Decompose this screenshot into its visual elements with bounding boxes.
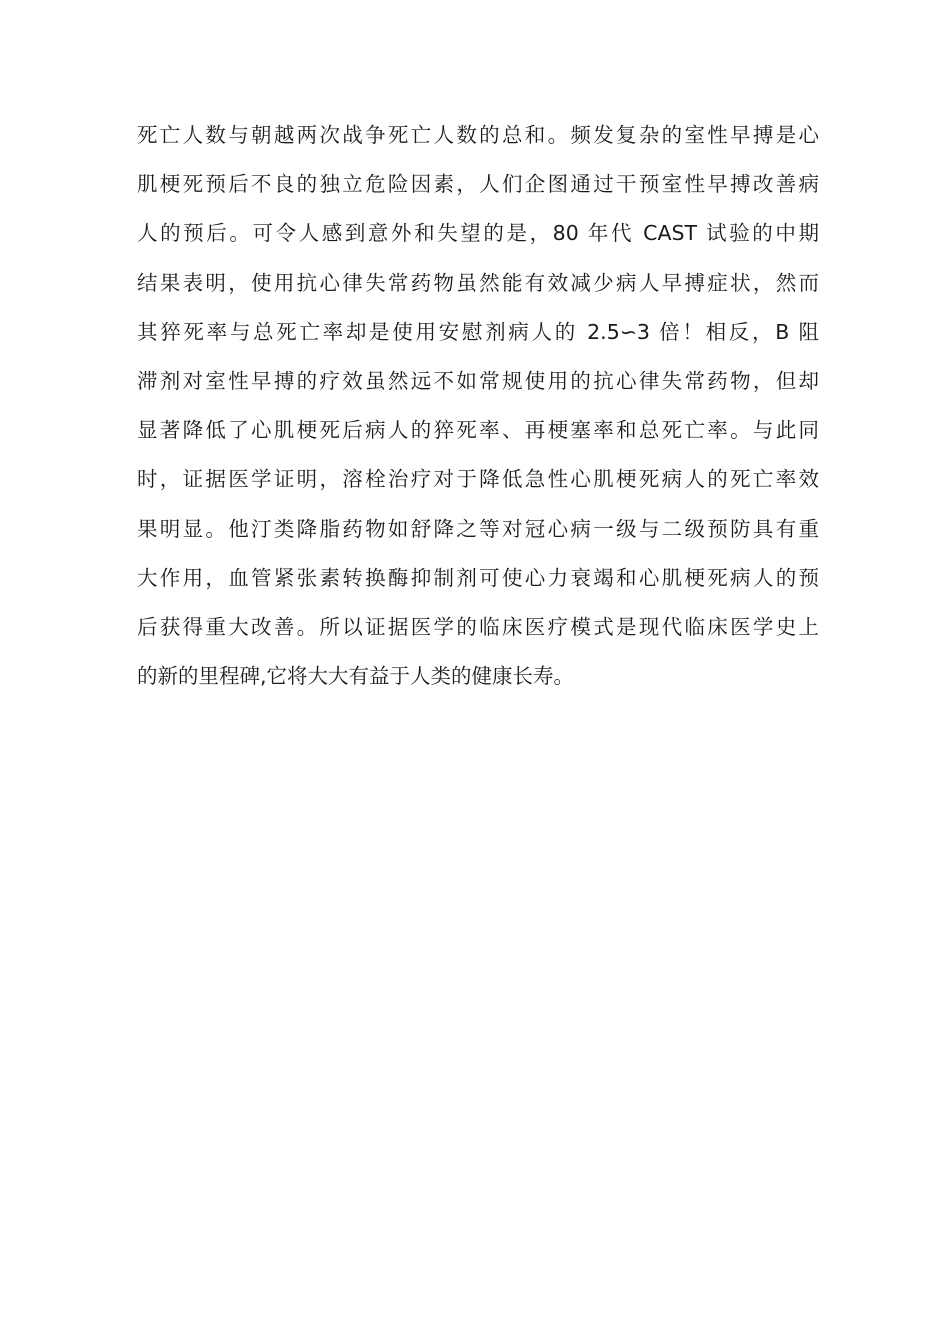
paragraph-line-12: 的新的里程碑,它将大大有益于人类的健康长寿。 (137, 664, 575, 689)
paragraph-line-2: 肌梗死预后不良的独立危险因素，人们企图通过干预室性早搏改善病 (137, 172, 819, 197)
paragraph-line-10: 大作用，血管紧张素转换酶抑制剂可使心力衰竭和心肌梗死病人的预 (137, 565, 819, 590)
paragraph-line-4: 结果表明，使用抗心律失常药物虽然能有效减少病人早搏症状，然而 (137, 270, 819, 295)
paragraph-line-3: 人的预后。可令人感到意外和失望的是，80 年代 CAST 试验的中期 (137, 221, 819, 246)
body-paragraph (137, 111, 819, 701)
paragraph-line-7: 显著降低了心肌梗死后病人的猝死率、再梗塞率和总死亡率。与此同 (137, 418, 819, 443)
paragraph-line-11: 后获得重大改善。所以证据医学的临床医疗模式是现代临床医学史上 (137, 614, 819, 639)
paragraph-line-9: 果明显。他汀类降脂药物如舒降之等对冠心病一级与二级预防具有重 (137, 516, 819, 541)
paragraph-line-5: 其猝死率与总死亡率却是使用安慰剂病人的 2.5∽3 倍！相反，B 阻 (137, 319, 819, 344)
paragraph-line-1: 死亡人数与朝越两次战争死亡人数的总和。频发复杂的室性早搏是心 (137, 123, 819, 147)
paragraph-line-6: 滞剂对室性早搏的疗效虽然远不如常规使用的抗心律失常药物，但却 (137, 368, 819, 393)
paragraph-line-8: 时，证据医学证明，溶栓治疗对于降低急性心肌梗死病人的死亡率效 (137, 467, 819, 492)
